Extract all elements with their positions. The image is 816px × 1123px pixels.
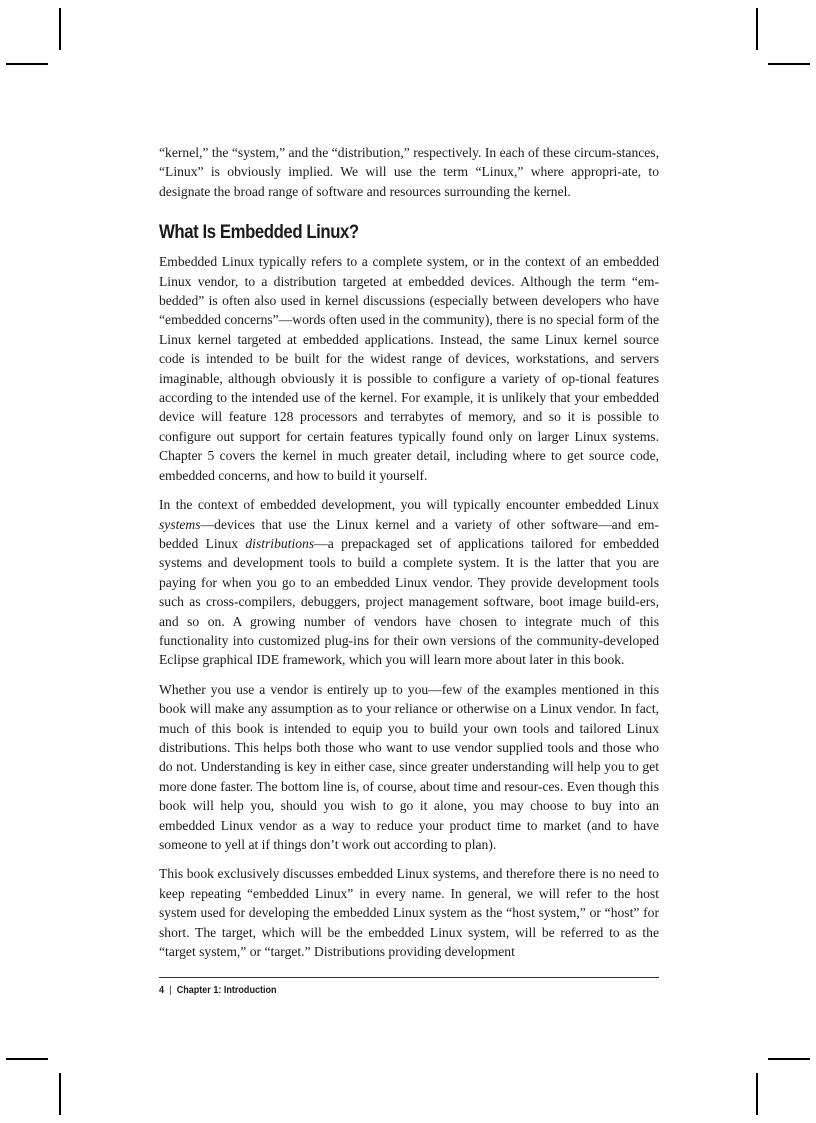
- crop-mark-top-right-horizontal: [768, 63, 810, 65]
- context-text-2: —devices that use the Linux kernel and a variety of other software—and em-bedded Linux: [159, 516, 659, 551]
- vendor-paragraph: Whether you use a vendor is entirely up to you—few of the examples mentioned in this book will make any assumption as to your reliance or otherwise on a Linux vendor. In fact, much of this book is intended to equip you to build your own tools and tailored Linux distributions. This helps both those who want to use vendor supplied tools and those who do not. Understanding is key in either case, since greater understanding will help you to get more done faster. The bottom line is, of course, about time and resour-ces. Even though this book will help you, should you wish to go it alone, you may choose to buy into an embedded Linux vendor as a way to reduce your product time to market (and to have someone to yell at if things don’t work out according to plan).: [159, 681, 659, 852]
- page-body: [159, 143, 659, 971]
- crop-mark-top-left-horizontal: [6, 63, 48, 65]
- crop-mark-top-left-vertical: [59, 8, 61, 50]
- section-heading: What Is Embedded Linux?: [159, 221, 359, 244]
- page-footer: [159, 983, 277, 997]
- terminology-paragraph: This book exclusively discusses embedded Linux systems, and therefore there is no need to keep repeating “embedded Linux” in every name. In general, we will refer to the host system used for developing the embedded Linux system as the “host system,” or “host” for short. The target, which will be the embedded Linux system, will be referred to as the “target system,” or “target.” Distributions providing development: [159, 866, 659, 960]
- crop-mark-top-right-vertical: [756, 8, 758, 50]
- term-systems: systems: [159, 516, 201, 532]
- term-distributions: distributions: [245, 535, 315, 551]
- crop-mark-bottom-left-horizontal: [6, 1058, 48, 1060]
- crop-mark-bottom-left-vertical: [59, 1073, 61, 1115]
- crop-mark-bottom-right-vertical: [756, 1073, 758, 1115]
- footer-divider: [159, 977, 659, 978]
- intro-paragraph: “kernel,” the “system,” and the “distribution,” respectively. In each of these circum-stances, “Linux” is obviously implied. We will use the term “Linux,” where appropri-ate, to designate the broad range of software and resources surrounding the kernel.: [159, 145, 659, 199]
- page-number: 4: [159, 984, 165, 996]
- running-chapter-title: Chapter 1: Introduction: [176, 984, 277, 996]
- context-paragraph: [159, 495, 659, 670]
- context-text-3: —a prepackaged set of applications tailored for embedded systems and development tools to build a complete system. It is the latter that you are paying for when you go to an embedded Linux vendor. They provide development tools such as cross-compilers, debuggers, project management software, boot image build-ers, and so on. A growing number of vendors have chosen to integrate much of this functionality into customized plug-ins for their own versions of the community-developed Eclipse graphical IDE framework, which you will learn more about later in this book.: [159, 535, 660, 668]
- crop-mark-bottom-right-horizontal: [768, 1058, 810, 1060]
- definition-paragraph: Embedded Linux typically refers to a complete system, or in the context of an embedded Linux vendor, to a distribution targeted at embedded devices. Although the term “em-bedded” is often also used in kernel discussions (especially between developers who have “embedded concerns”—words often used in the community), there is no special form of the Linux kernel targeted at embedded applications. Instead, the same Linux kernel source code is intended to be built for the widest range of devices, workstations, and servers imaginable, although obviously it is possible to configure a variety of op-tional features according to the intended use of the kernel. For example, it is unlikely that your embedded device will feature 128 processors and terrabytes of memory, and so it is possible to configure out support for certain features typically found only on larger Linux systems. Chapter 5 covers the kernel in much greater detail, including where to get source code, embedded concerns, and how to build it yourself.: [159, 254, 659, 483]
- footer-separator: |: [169, 984, 172, 996]
- context-text-1: In the context of embedded development, you will typically encounter embedded Linux: [159, 497, 659, 513]
